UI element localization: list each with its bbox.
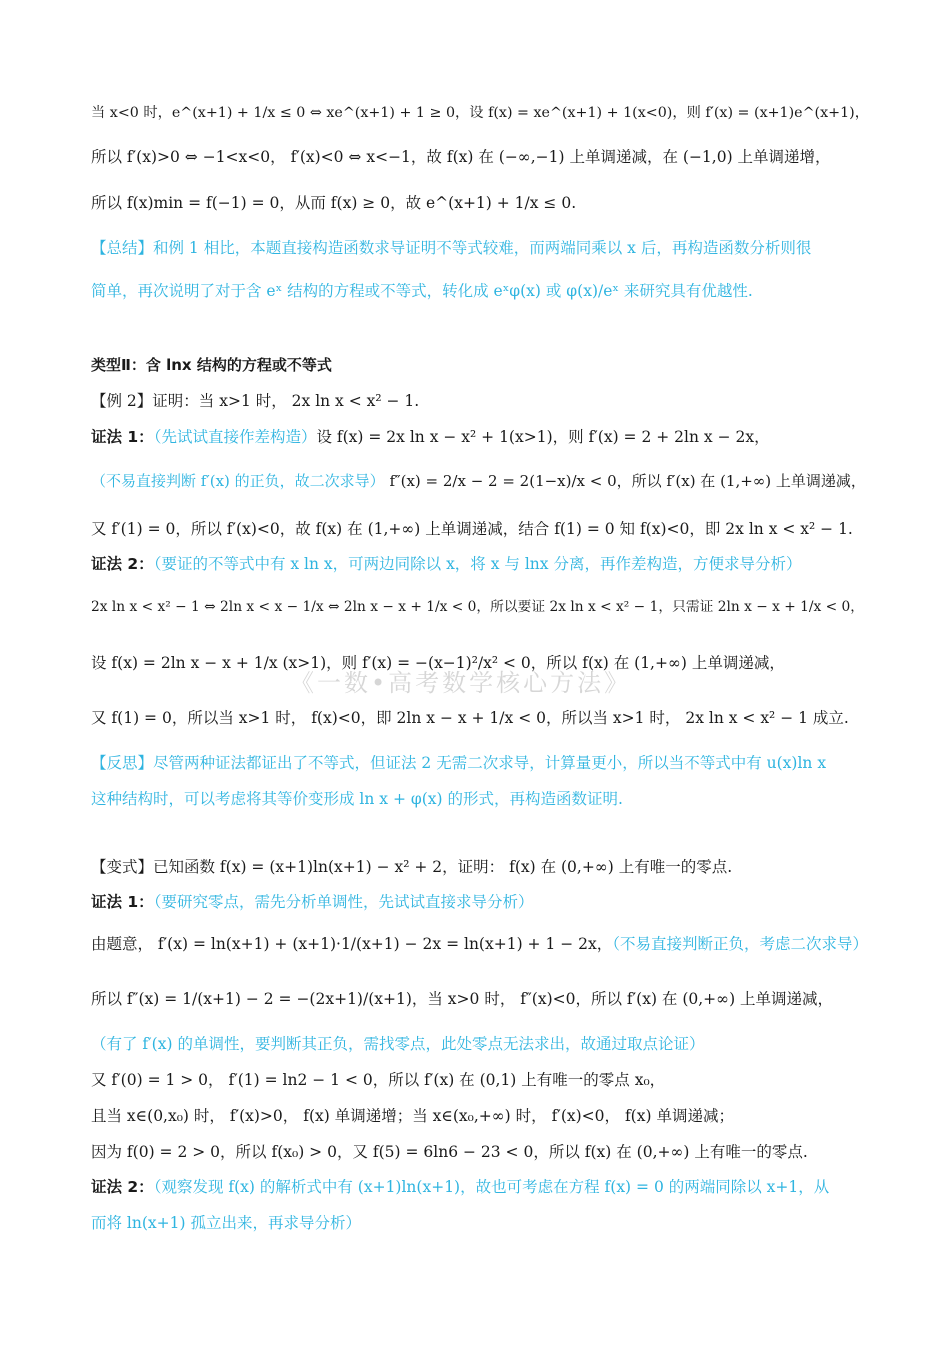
text-line	[91, 388, 871, 414]
text-segment: 证法 2：	[91, 555, 154, 573]
text-line	[91, 986, 871, 1012]
text-segment: （要证的不等式中有 x ln x，可两边同除以 x，将 x 与 lnx 分离，再作差构造，方便求导分析）	[153, 555, 802, 573]
text-line	[91, 1210, 871, 1236]
text-line	[91, 144, 871, 170]
text-segment: 所以 f″(x) = 1/(x+1) − 2 = −(2x+1)/(x+1)，当 x>0 时， f″(x)<0，所以 f′(x) 在 (0,+∞) 上单调递减，	[91, 990, 834, 1008]
text-line	[91, 424, 871, 450]
text-line	[91, 594, 871, 620]
text-segment: 【变式】已知函数 f(x) = (x+1)ln(x+1) − x² + 2，证明： f(x) 在 (0,+∞) 上有唯一的零点.	[91, 858, 733, 876]
text-line	[91, 1103, 871, 1129]
text-segment: 【反思】尽管两种证法都证出了不等式，但证法 2 无需二次求导，计算量更小，所以当不等式中有 u(x)ln x	[91, 754, 827, 772]
text-segment: 【例 2】证明：当 x>1 时， 2x ln x < x² − 1.	[91, 392, 420, 410]
text-segment: （观察发现 f(x) 的解析式中有 (x+1)ln(x+1)，故也可考虑在方程 f(x) = 0 的两端同除以 x+1，从	[153, 1178, 830, 1196]
text-line	[91, 468, 871, 494]
text-line	[91, 1067, 871, 1093]
text-segment: 且当 x∈(0,x₀) 时， f′(x)>0， f(x) 单调递增；当 x∈(x₀,+∞) 时， f′(x)<0， f(x) 单调递减；	[91, 1107, 734, 1125]
text-segment: （有了 f′(x) 的单调性，要判断其正负，需找零点，此处零点无法求出，故通过取点论证）	[91, 1035, 705, 1053]
text-line	[91, 1031, 871, 1057]
text-segment: 因为 f(0) = 2 > 0，所以 f(x₀) > 0，又 f(5) = 6ln6 − 23 < 0，所以 f(x) 在 (0,+∞) 上有唯一的零点.	[91, 1143, 808, 1161]
text-line	[91, 100, 871, 126]
text-segment: 设 f(x) = 2ln x − x + 1/x (x>1)，则 f′(x) = −(x−1)²/x² < 0，所以 f(x) 在 (1,+∞) 上单调递减，	[91, 654, 785, 672]
text-segment: 又 f(1) = 0，所以当 x>1 时， f(x)<0，即 2ln x − x + 1/x < 0，所以当 x>1 时， 2x ln x < x² − 1 成立.	[91, 709, 849, 727]
text-segment: 证法 1：	[91, 893, 154, 911]
text-segment: （先试试直接作差构造）	[153, 428, 317, 446]
text-line	[91, 705, 871, 731]
text-segment: （不易直接判断正负，考虑二次求导）	[612, 935, 869, 953]
text-line	[91, 931, 871, 957]
text-line	[91, 190, 871, 216]
text-segment: 而将 ln(x+1) 孤立出来，再求导分析）	[91, 1214, 361, 1232]
text-segment: 这种结构时，可以考虑将其等价变形成 ln x + φ(x) 的形式，再构造函数证明.	[91, 790, 623, 808]
text-line	[91, 1174, 871, 1200]
watermark: 《一数•高考数学核心方法》	[290, 669, 632, 697]
text-segment: 2x ln x < x² − 1 ⇔ 2ln x < x − 1/x ⇔ 2ln x − x + 1/x < 0，所以要证 2x ln x < x² − 1，只需证 2ln x − x + 1/x < 0，	[91, 599, 864, 615]
text-segment: 【总结】和例 1 相比，本题直接构造函数求导证明不等式较难，而两端同乘以 x 后，再构造函数分析则很	[91, 239, 812, 257]
text-line	[91, 352, 871, 378]
text-line	[91, 786, 871, 812]
text-segment: 所以 f(x)min = f(−1) = 0，从而 f(x) ≥ 0，故 e^(x+1) + 1/x ≤ 0.	[91, 194, 577, 212]
text-line	[91, 889, 871, 915]
text-segment: 当 x<0 时，e^(x+1) + 1/x ≤ 0 ⇔ xe^(x+1) + 1 ≥ 0，设 f(x) = xe^(x+1) + 1(x<0)，则 f′(x) = (x+1)e^(x+1)，	[91, 105, 869, 121]
text-segment: 又 f′(1) = 0，所以 f′(x)<0，故 f(x) 在 (1,+∞) 上单调递减，结合 f(1) = 0 知 f(x)<0，即 2x ln x < x² − 1.	[91, 520, 853, 538]
text-segment: 类型Ⅱ：含 lnx 结构的方程或不等式	[91, 356, 332, 374]
text-line	[91, 750, 871, 776]
text-line	[91, 854, 871, 880]
text-line	[91, 235, 871, 261]
text-line	[91, 1139, 871, 1165]
text-line	[91, 516, 871, 542]
text-segment: 又 f′(0) = 1 > 0， f′(1) = ln2 − 1 < 0，所以 f′(x) 在 (0,1) 上有唯一的零点 x₀，	[91, 1071, 666, 1089]
text-line	[91, 650, 871, 676]
text-segment: 简单，再次说明了对于含 eˣ 结构的方程或不等式，转化成 eˣφ(x) 或 φ(x)/eˣ 来研究具有优越性.	[91, 282, 753, 300]
text-segment: 设 f(x) = 2x ln x − x² + 1(x>1)，则 f′(x) = 2 + 2ln x − 2x，	[316, 428, 770, 446]
text-segment: （要研究零点，需先分析单调性，先试试直接求导分析）	[153, 893, 534, 911]
text-segment: 所以 f′(x)>0 ⇔ −1<x<0， f′(x)<0 ⇔ x<−1，故 f(x) 在 (−∞,−1) 上单调递减，在 (−1,0) 上单调递增，	[91, 148, 831, 166]
text-segment: 证法 2：	[91, 1178, 154, 1196]
text-line	[91, 551, 871, 577]
text-segment: 由题意， f′(x) = ln(x+1) + (x+1)·1/(x+1) − 2x = ln(x+1) + 1 − 2x，	[91, 935, 613, 953]
text-segment: 证法 1：	[91, 428, 154, 446]
text-line	[91, 278, 871, 304]
text-segment: （不易直接判断 f′(x) 的正负，故二次求导）	[91, 472, 385, 490]
text-segment: f″(x) = 2/x − 2 = 2(1−x)/x < 0，所以 f′(x) 在 (1,+∞) 上单调递减，	[384, 472, 866, 490]
